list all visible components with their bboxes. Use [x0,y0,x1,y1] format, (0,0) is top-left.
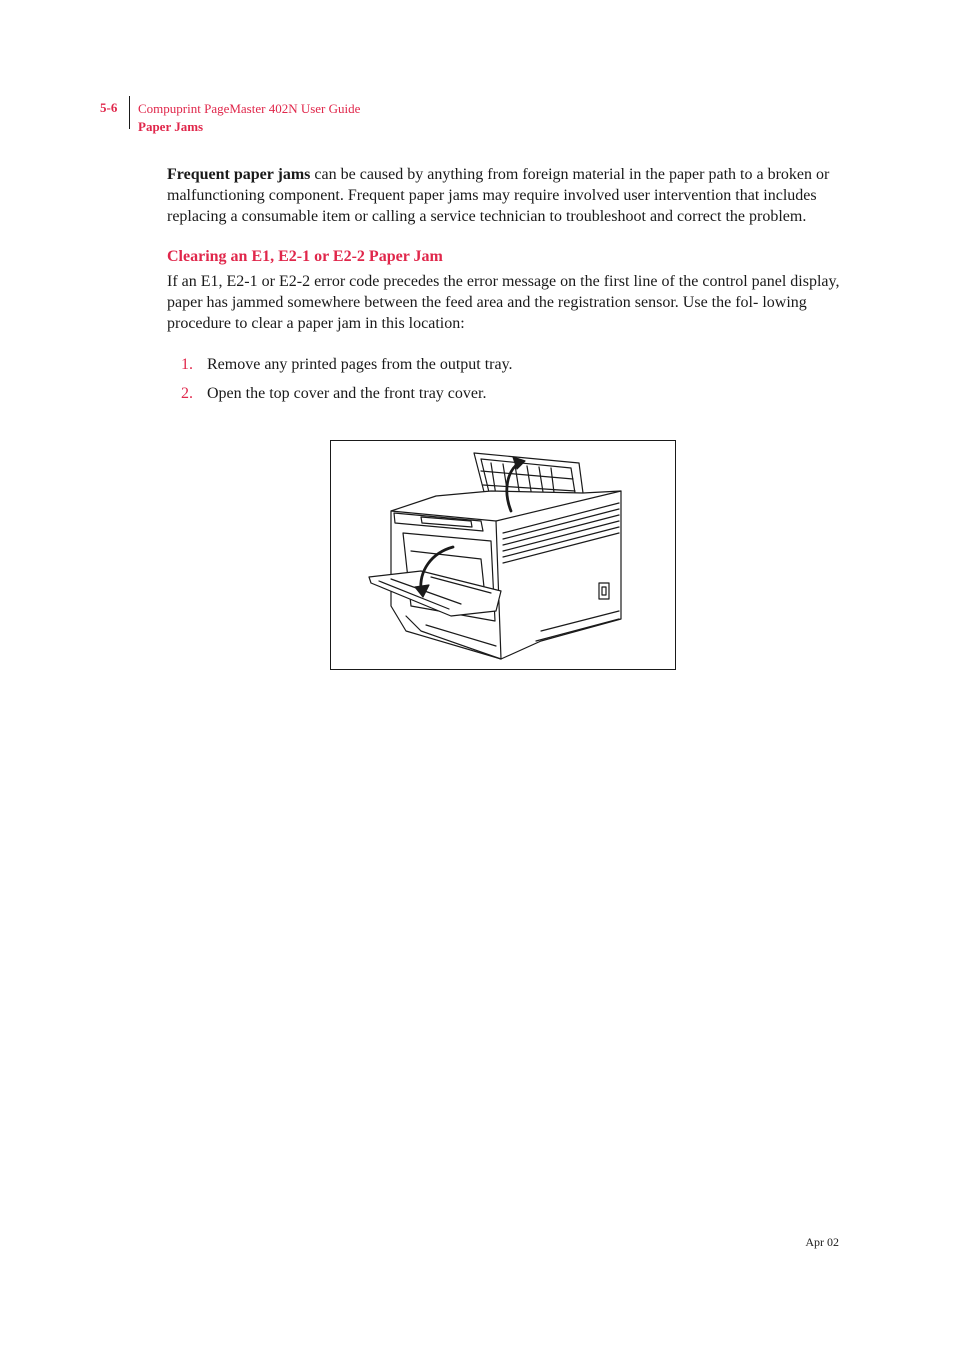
step-number: 1. [181,356,193,373]
printer-open-covers-illustration [331,441,675,669]
main-content [167,164,843,412]
intro-text: can be caused by anything from foreign material in the paper path to a broken or malfunctioning component. Frequent paper jams may require involved user intervention that includes replacing a consumable item or calling a service technician to troubleshoot and correct the problem. [167,166,830,225]
section-heading: Clearing an E1, E2-1 or E2-2 Paper Jam [167,248,443,265]
list-item [167,354,843,375]
list-item [167,383,843,404]
running-header [138,100,360,136]
steps-list [167,354,843,404]
intro-paragraph [167,164,843,227]
intro-bold-lead: Frequent paper jams [167,166,311,183]
guide-title: Compuprint PageMaster 402N User Guide [138,101,361,116]
page-number: 5-6 [100,100,118,115]
section-body: If an E1, E2-1 or E2-2 error code precedes the error message on the first line of the control panel display, paper has jammed somewhere between the feed area and the registration sensor. Use the fol- lowing procedure to clear a paper jam in this location: [167,273,840,332]
footer-date: Apr 02 [805,1235,839,1249]
header-divider [129,96,130,129]
step-number: 2. [181,385,193,402]
section-title: Paper Jams [138,119,204,134]
step-text: Open the top cover and the front tray cover. [207,385,487,402]
printer-figure [330,440,676,670]
step-text: Remove any printed pages from the output tray. [207,356,513,373]
